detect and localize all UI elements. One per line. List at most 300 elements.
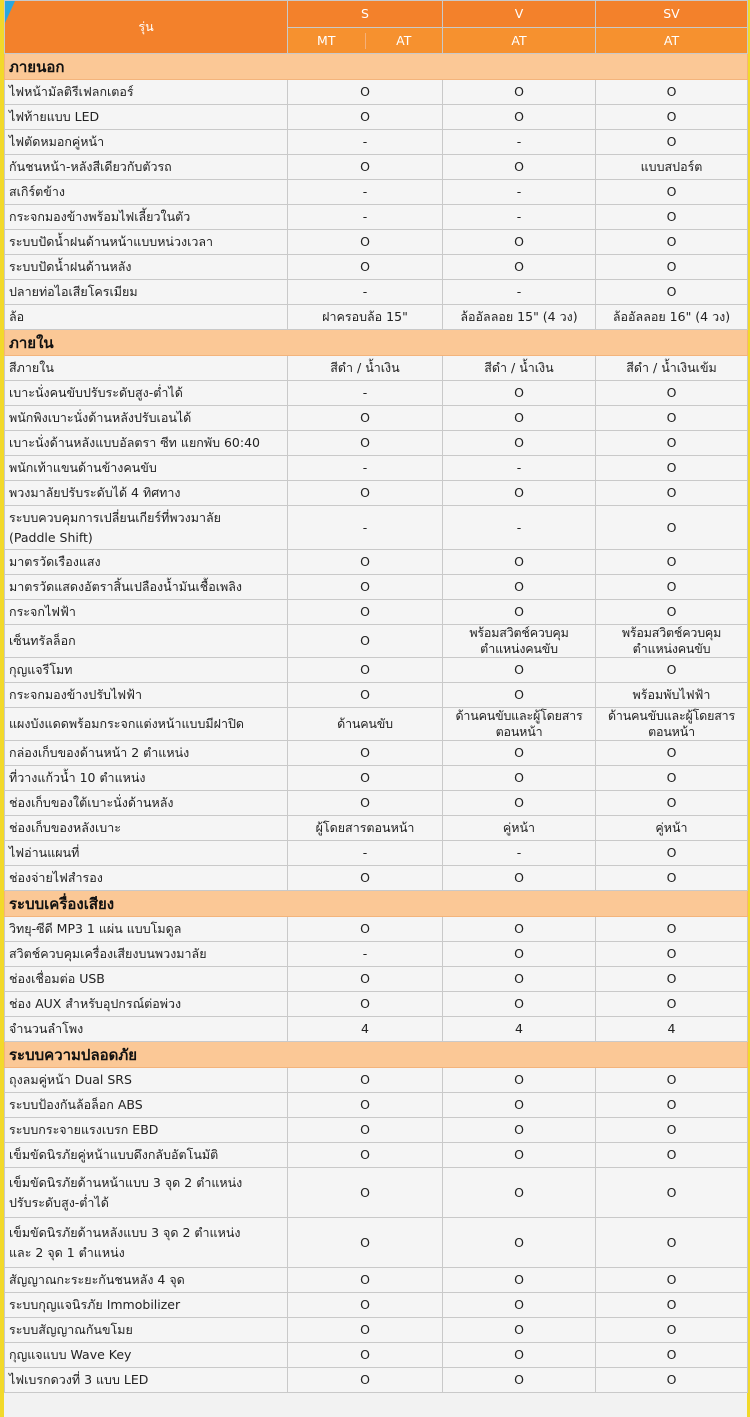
model-header: [5, 1, 288, 54]
table-row: [5, 1218, 748, 1268]
feature-name: [5, 255, 288, 280]
feature-line: ระบบปัดน้ำฝนด้านหลัง: [9, 259, 132, 274]
trans-v-at: AT: [443, 28, 596, 54]
table-row: [5, 1268, 748, 1293]
value-sv: O: [596, 791, 748, 816]
feature-name: [5, 708, 288, 741]
value-s: O: [288, 1343, 443, 1368]
feature-name: [5, 683, 288, 708]
table-row: [5, 130, 748, 155]
value-s: O: [288, 625, 443, 658]
section-title: ระบบความปลอดภัย: [5, 1042, 748, 1068]
value-s: -: [288, 180, 443, 205]
value-v: O: [443, 1218, 596, 1268]
spec-sheet: [4, 0, 747, 1417]
feature-line-2: ปรับระดับสูง-ต่ำได้: [9, 1194, 109, 1210]
feature-name: [5, 967, 288, 992]
value-s: O: [288, 155, 443, 180]
value-v: -: [443, 506, 596, 550]
value-v: O: [443, 683, 596, 708]
feature-line: ช่อง AUX สำหรับอุปกรณ์ต่อพ่วง: [9, 996, 182, 1011]
value-s: O: [288, 255, 443, 280]
value-v: สีดำ / น้ำเงิน: [443, 356, 596, 381]
table-row: [5, 105, 748, 130]
value-s: ฝาครอบล้อ 15": [288, 305, 443, 330]
table-row: [5, 155, 748, 180]
value-sv: O: [596, 967, 748, 992]
table-row: [5, 1168, 748, 1218]
feature-name: [5, 506, 288, 550]
value-s: O: [288, 866, 443, 891]
table-row: [5, 550, 748, 575]
feature-line: สเกิร์ตข้าง: [9, 184, 65, 199]
model-label: รุ่น: [138, 19, 154, 34]
feature-name: [5, 766, 288, 791]
value-sv: O: [596, 456, 748, 481]
value-v: O: [443, 967, 596, 992]
value-sv: O: [596, 255, 748, 280]
feature-name: [5, 1143, 288, 1168]
value-sv: O: [596, 1118, 748, 1143]
feature-line: ไฟท้ายแบบ LED: [9, 109, 100, 124]
value-sv: ล้ออัลลอย 16" (4 วง): [596, 305, 748, 330]
feature-line: ไฟอ่านแผนที่: [9, 845, 80, 860]
feature-line: เซ็นทรัลล็อก: [9, 633, 76, 648]
value-s: -: [288, 130, 443, 155]
feature-name: [5, 1268, 288, 1293]
value-v: O: [443, 1068, 596, 1093]
feature-line: วิทยุ-ซีดี MP3 1 แผ่น แบบโมดูล: [9, 921, 182, 936]
value-sv: O: [596, 506, 748, 550]
value-sv: คู่หน้า: [596, 816, 748, 841]
value-v: O: [443, 1368, 596, 1393]
value-sv: O: [596, 1218, 748, 1268]
value-sv: O: [596, 1343, 748, 1368]
value-s: O: [288, 550, 443, 575]
value-sv: O: [596, 1068, 748, 1093]
value-v: -: [443, 841, 596, 866]
table-row: [5, 683, 748, 708]
feature-line: พนักพิงเบาะนั่งด้านหลังปรับเอนได้: [9, 410, 192, 425]
value-sv: O: [596, 1268, 748, 1293]
feature-line: ไฟตัดหมอกคู่หน้า: [9, 134, 105, 149]
feature-name: [5, 625, 288, 658]
value-sv: O: [596, 917, 748, 942]
table-row: [5, 305, 748, 330]
trans-s: [288, 28, 443, 54]
feature-line: ระบบกระจายแรงเบรก EBD: [9, 1122, 159, 1137]
table-row: [5, 230, 748, 255]
value-s: O: [288, 1118, 443, 1143]
table-row: [5, 942, 748, 967]
feature-line: เข็มขัดนิรภัยด้านหน้าแบบ 3 จุด 2 ตำแหน่ง: [9, 1174, 243, 1190]
feature-name: [5, 1168, 288, 1218]
table-row: [5, 658, 748, 683]
value-v: O: [443, 381, 596, 406]
value-s: สีดำ / น้ำเงิน: [288, 356, 443, 381]
section-header: [5, 1042, 748, 1068]
value-sv: O: [596, 80, 748, 105]
table-row: [5, 431, 748, 456]
feature-line: กุญแจรีโมท: [9, 662, 73, 677]
feature-name: [5, 791, 288, 816]
value-s: O: [288, 1318, 443, 1343]
feature-line: ระบบควบคุมการเปลี่ยนเกียร์ที่พวงมาลัย: [9, 509, 221, 525]
value-s: O: [288, 992, 443, 1017]
value-s: O: [288, 1268, 443, 1293]
value-v: O: [443, 230, 596, 255]
feature-name: [5, 180, 288, 205]
value-v: ล้ออัลลอย 15" (4 วง): [443, 305, 596, 330]
table-row: [5, 481, 748, 506]
value-sv: O: [596, 1143, 748, 1168]
value-sv: O: [596, 230, 748, 255]
value-sv: O: [596, 105, 748, 130]
value-sv: O: [596, 658, 748, 683]
feature-name: [5, 575, 288, 600]
feature-name: [5, 550, 288, 575]
feature-line: ล้อ: [9, 309, 25, 324]
value-s: O: [288, 1143, 443, 1168]
value-v: O: [443, 917, 596, 942]
feature-name: [5, 917, 288, 942]
trans-s-at: AT: [396, 32, 412, 48]
value-v: O: [443, 550, 596, 575]
value-sv: O: [596, 575, 748, 600]
feature-name: [5, 816, 288, 841]
value-sv: O: [596, 1168, 748, 1218]
value-s: O: [288, 600, 443, 625]
value-sv: O: [596, 481, 748, 506]
feature-name: [5, 80, 288, 105]
feature-line: เบาะนั่งคนขับปรับระดับสูง-ต่ำได้: [9, 385, 183, 400]
feature-name: [5, 381, 288, 406]
feature-line: สัญญาณกะระยะกันชนหลัง 4 จุด: [9, 1272, 185, 1287]
value-sv: O: [596, 550, 748, 575]
value-v: O: [443, 1293, 596, 1318]
table-row: [5, 866, 748, 891]
value-s: O: [288, 917, 443, 942]
feature-line: พวงมาลัยปรับระดับได้ 4 ทิศทาง: [9, 485, 181, 500]
grade-v: V: [443, 1, 596, 28]
value-s: O: [288, 80, 443, 105]
value-v: -: [443, 205, 596, 230]
value-v: O: [443, 155, 596, 180]
value-sv: O: [596, 866, 748, 891]
feature-name: [5, 205, 288, 230]
feature-name: [5, 456, 288, 481]
value-v: O: [443, 80, 596, 105]
table-row: [5, 1318, 748, 1343]
feature-line: มาตรวัดแสดงอัตราสิ้นเปลืองน้ำมันเชื้อเพลิง: [9, 579, 243, 594]
feature-name: [5, 1293, 288, 1318]
feature-name: [5, 1218, 288, 1268]
feature-name: [5, 155, 288, 180]
value-sv: O: [596, 942, 748, 967]
feature-name: [5, 600, 288, 625]
value-s: -: [288, 456, 443, 481]
table-row: [5, 381, 748, 406]
table-row: [5, 625, 748, 658]
feature-line: ช่องจ่ายไฟสำรอง: [9, 870, 103, 885]
header-accent-stripe: [5, 1, 15, 23]
feature-line: กันชนหน้า-หลังสีเดียวกับตัวรถ: [9, 159, 172, 174]
feature-name: [5, 658, 288, 683]
feature-name: [5, 1017, 288, 1042]
feature-name: [5, 1343, 288, 1368]
value-sv: O: [596, 280, 748, 305]
value-sv: O: [596, 1293, 748, 1318]
feature-name: [5, 130, 288, 155]
feature-line-2: และ 2 จุด 1 ตำแหน่ง: [9, 1244, 125, 1260]
feature-name: [5, 1068, 288, 1093]
section-header: [5, 891, 748, 917]
value-s: O: [288, 1093, 443, 1118]
value-sv: O: [596, 130, 748, 155]
value-sv: O: [596, 992, 748, 1017]
value-v: O: [443, 1268, 596, 1293]
value-v: O: [443, 942, 596, 967]
value-v: O: [443, 105, 596, 130]
value-sv: O: [596, 1318, 748, 1343]
value-v: O: [443, 1168, 596, 1218]
section-title: ภายนอก: [5, 54, 748, 80]
value-v: O: [443, 255, 596, 280]
trans-sv-at: AT: [596, 28, 748, 54]
value-v: 4: [443, 1017, 596, 1042]
value-sv: แบบสปอร์ต: [596, 155, 748, 180]
value-v: O: [443, 481, 596, 506]
value-sv: ด้านคนขับและผู้โดยสารตอนหน้า: [596, 708, 748, 741]
feature-name: [5, 841, 288, 866]
feature-line: ระบบปัดน้ำฝนด้านหน้าแบบหน่วงเวลา: [9, 234, 214, 249]
value-s: O: [288, 230, 443, 255]
value-v: O: [443, 658, 596, 683]
value-v: O: [443, 791, 596, 816]
feature-name: [5, 230, 288, 255]
feature-line: ไฟหน้ามัลติรีเฟลกเตอร์: [9, 84, 134, 99]
value-v: O: [443, 431, 596, 456]
value-v: O: [443, 741, 596, 766]
trans-s-mt: MT: [288, 33, 366, 49]
value-sv: O: [596, 180, 748, 205]
value-s: O: [288, 481, 443, 506]
value-v: O: [443, 600, 596, 625]
feature-line: ถุงลมคู่หน้า Dual SRS: [9, 1072, 132, 1087]
table-row: [5, 1017, 748, 1042]
feature-line: จำนวนลำโพง: [9, 1021, 84, 1036]
table-row: [5, 1293, 748, 1318]
section-header: [5, 330, 748, 356]
value-s: O: [288, 658, 443, 683]
feature-name: [5, 431, 288, 456]
table-row: [5, 600, 748, 625]
feature-line: กระจกมองข้างปรับไฟฟ้า: [9, 687, 142, 702]
spec-table: [4, 0, 748, 1393]
feature-name: [5, 866, 288, 891]
table-row: [5, 766, 748, 791]
section-title: ระบบเครื่องเสียง: [5, 891, 748, 917]
feature-line: กุญแจแบบ Wave Key: [9, 1347, 132, 1362]
value-v: O: [443, 1318, 596, 1343]
value-s: O: [288, 431, 443, 456]
value-s: -: [288, 280, 443, 305]
feature-name: [5, 280, 288, 305]
value-v: O: [443, 1093, 596, 1118]
value-sv: O: [596, 381, 748, 406]
feature-line: มาตรวัดเรืองแสง: [9, 554, 101, 569]
value-sv: O: [596, 741, 748, 766]
feature-name: [5, 1093, 288, 1118]
table-row: [5, 1343, 748, 1368]
feature-line: เข็มขัดนิรภัยคู่หน้าแบบดึงกลับอัตโนมัติ: [9, 1147, 219, 1162]
feature-line: ระบบป้องกันล้อล็อก ABS: [9, 1097, 143, 1112]
value-sv: O: [596, 600, 748, 625]
feature-line: ที่วางแก้วน้ำ 10 ตำแหน่ง: [9, 770, 146, 785]
value-sv: O: [596, 766, 748, 791]
table-row: [5, 255, 748, 280]
value-s: O: [288, 105, 443, 130]
value-sv: O: [596, 841, 748, 866]
value-s: O: [288, 683, 443, 708]
value-s: 4: [288, 1017, 443, 1042]
value-v: O: [443, 992, 596, 1017]
value-v: O: [443, 1118, 596, 1143]
value-sv: O: [596, 406, 748, 431]
table-row: [5, 967, 748, 992]
table-row: [5, 841, 748, 866]
value-v: O: [443, 406, 596, 431]
feature-name: [5, 406, 288, 431]
feature-line: แผงบังแดดพร้อมกระจกแต่งหน้าแบบมีฝาปิด: [9, 716, 245, 731]
value-sv: พร้อมสวิตช์ควบคุมตำแหน่งคนขับ: [596, 625, 748, 658]
value-sv: 4: [596, 1017, 748, 1042]
value-v: O: [443, 1343, 596, 1368]
feature-line-2: (Paddle Shift): [9, 529, 93, 545]
value-v: -: [443, 180, 596, 205]
table-row: [5, 1368, 748, 1393]
table-row: [5, 708, 748, 741]
value-v: พร้อมสวิตช์ควบคุมตำแหน่งคนขับ: [443, 625, 596, 658]
feature-line: เข็มขัดนิรภัยด้านหลังแบบ 3 จุด 2 ตำแหน่ง: [9, 1224, 241, 1240]
value-v: O: [443, 575, 596, 600]
feature-line: ระบบกุญแจนิรภัย Immobilizer: [9, 1297, 181, 1312]
value-sv: O: [596, 1093, 748, 1118]
value-s: ด้านคนขับ: [288, 708, 443, 741]
value-s: O: [288, 1068, 443, 1093]
table-row: [5, 456, 748, 481]
value-v: -: [443, 130, 596, 155]
value-s: O: [288, 1168, 443, 1218]
feature-line: กระจกไฟฟ้า: [9, 604, 76, 619]
feature-name: [5, 356, 288, 381]
value-s: -: [288, 841, 443, 866]
feature-line: กล่องเก็บของด้านหน้า 2 ตำแหน่ง: [9, 745, 190, 760]
feature-name: [5, 992, 288, 1017]
table-row: [5, 917, 748, 942]
value-v: -: [443, 456, 596, 481]
value-s: ผู้โดยสารตอนหน้า: [288, 816, 443, 841]
table-row: [5, 741, 748, 766]
value-s: O: [288, 791, 443, 816]
table-row: [5, 1093, 748, 1118]
feature-name: [5, 481, 288, 506]
feature-name: [5, 741, 288, 766]
feature-line: ปลายท่อไอเสียโครเมียม: [9, 284, 138, 299]
value-s: -: [288, 205, 443, 230]
value-s: -: [288, 942, 443, 967]
value-s: O: [288, 1218, 443, 1268]
value-s: O: [288, 406, 443, 431]
table-row: [5, 280, 748, 305]
feature-name: [5, 305, 288, 330]
section-title: ภายใน: [5, 330, 748, 356]
table-row: [5, 1068, 748, 1093]
value-v: คู่หน้า: [443, 816, 596, 841]
feature-name: [5, 105, 288, 130]
feature-line: กระจกมองข้างพร้อมไฟเลี้ยวในตัว: [9, 209, 191, 224]
value-sv: O: [596, 205, 748, 230]
feature-line: สีภายใน: [9, 360, 54, 375]
value-v: O: [443, 866, 596, 891]
value-s: O: [288, 1293, 443, 1318]
value-s: -: [288, 506, 443, 550]
table-row: [5, 1143, 748, 1168]
feature-line: สวิตช์ควบคุมเครื่องเสียงบนพวงมาลัย: [9, 946, 207, 961]
table-row: [5, 80, 748, 105]
value-s: O: [288, 967, 443, 992]
value-s: O: [288, 766, 443, 791]
value-s: O: [288, 575, 443, 600]
table-row: [5, 506, 748, 550]
table-row: [5, 816, 748, 841]
feature-line: ไฟเบรกดวงที่ 3 แบบ LED: [9, 1372, 149, 1387]
feature-line: ช่องเชื่อมต่อ USB: [9, 971, 105, 986]
value-s: O: [288, 741, 443, 766]
table-row: [5, 356, 748, 381]
table-row: [5, 791, 748, 816]
feature-name: [5, 1318, 288, 1343]
table-row: [5, 992, 748, 1017]
value-s: -: [288, 381, 443, 406]
table-row: [5, 406, 748, 431]
feature-name: [5, 1368, 288, 1393]
value-s: O: [288, 1368, 443, 1393]
table-row: [5, 180, 748, 205]
feature-name: [5, 1118, 288, 1143]
value-v: -: [443, 280, 596, 305]
grade-sv: SV: [596, 1, 748, 28]
feature-line: ช่องเก็บของใต้เบาะนั่งด้านหลัง: [9, 795, 174, 810]
feature-line: ระบบสัญญาณกันขโมย: [9, 1322, 133, 1337]
table-row: [5, 575, 748, 600]
feature-line: พนักเท้าแขนด้านข้างคนขับ: [9, 460, 157, 475]
feature-line: เบาะนั่งด้านหลังแบบอัลตรา ซีท แยกพับ 60:40: [9, 435, 261, 450]
section-header: [5, 54, 748, 80]
table-row: [5, 205, 748, 230]
value-sv: O: [596, 431, 748, 456]
feature-name: [5, 942, 288, 967]
value-v: ด้านคนขับและผู้โดยสารตอนหน้า: [443, 708, 596, 741]
feature-line: ช่องเก็บของหลังเบาะ: [9, 820, 121, 835]
value-sv: พร้อมพับไฟฟ้า: [596, 683, 748, 708]
value-v: O: [443, 766, 596, 791]
value-sv: สีดำ / น้ำเงินเข้ม: [596, 356, 748, 381]
value-v: O: [443, 1143, 596, 1168]
grade-s: S: [288, 1, 443, 28]
value-sv: O: [596, 1368, 748, 1393]
table-row: [5, 1118, 748, 1143]
